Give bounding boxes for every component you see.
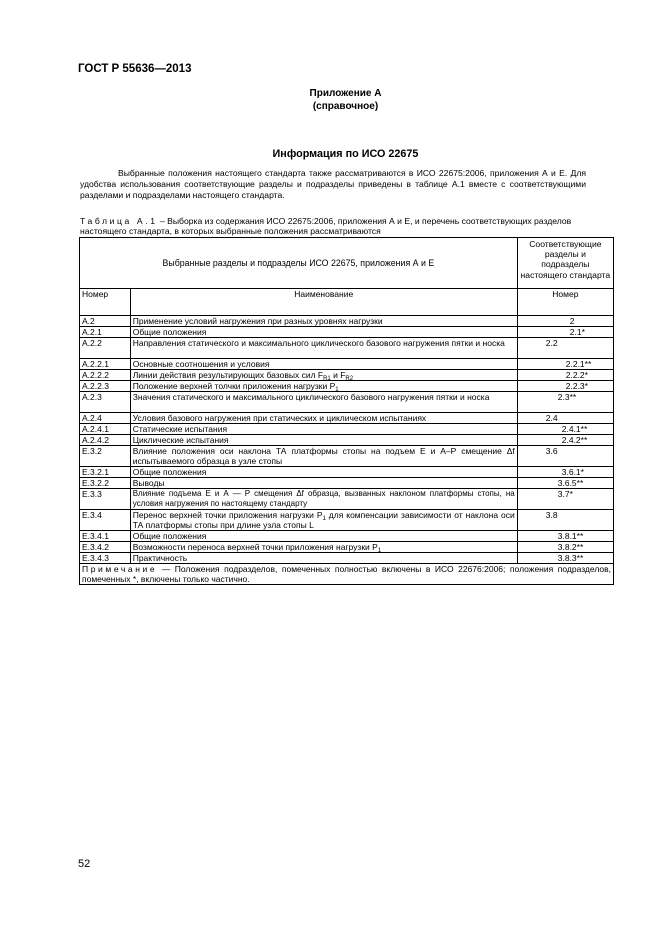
row-standard-ref: 2.4.2**: [517, 435, 613, 446]
row-standard-ref: 3.8.1**: [517, 531, 613, 542]
row-number: А.2.3: [80, 392, 131, 413]
table-row: [80, 542, 614, 553]
table-caption-label: Таблица А.1: [80, 216, 158, 226]
table-row: [80, 531, 614, 542]
document-header: ГОСТ Р 55636—2013: [78, 63, 192, 75]
section-title: Информация по ИСО 22675: [272, 148, 419, 160]
row-name: Значения статического и максимального циклического базового нагружения пятки и носка: [130, 392, 517, 413]
row-standard-ref: 3.6: [517, 446, 613, 467]
table-note: [80, 564, 614, 585]
row-standard-ref: 3.8: [517, 510, 613, 531]
table-row: [80, 446, 614, 467]
row-number: А.2.4.2: [80, 435, 131, 446]
table-row: [80, 424, 614, 435]
row-name: Статические испытания: [130, 424, 517, 435]
row-standard-ref: 3.8.2**: [517, 542, 613, 553]
table-row: [80, 553, 614, 564]
table-row: [80, 370, 614, 381]
row-standard-ref: 2.3**: [517, 392, 613, 413]
row-standard-ref: 2.2.3*: [517, 381, 613, 392]
row-name: Выводы: [130, 478, 517, 489]
row-number: Е.3.2.1: [80, 467, 131, 478]
row-name: Общие положения: [130, 531, 517, 542]
table-row: [80, 489, 614, 510]
header-standard-number: Номер: [517, 289, 613, 316]
row-name: Влияние подъема Е и А — Р смещения Δf образца, вызванных наклоном платформы стопы, на условия нагружения по настоящему стандарту: [130, 489, 517, 510]
row-standard-ref: 3.6.5**: [517, 478, 613, 489]
annex-title: Приложение А: [309, 88, 382, 99]
row-name: Применение условий нагружения при разных уровнях нагрузки: [130, 316, 517, 327]
row-standard-ref: 2.2: [517, 338, 613, 359]
row-name: Линии действия результирующих базовых сил $F_{R1}$ и $F_{R2}$: [130, 370, 517, 381]
table-row: [80, 467, 614, 478]
annex-heading: [0, 88, 661, 113]
table-caption-text: – Выборка из содержания ИСО 22675:2006, приложения А и Е, и перечень соответствующих разделов настоящего стандарта, в которых выбранные положения рассматриваются: [80, 216, 572, 237]
row-name: Общие положения: [130, 327, 517, 338]
row-standard-ref: 2: [517, 316, 613, 327]
row-number: А.2.2.1: [80, 359, 131, 370]
row-number: Е.3.4.3: [80, 553, 131, 564]
annex-subtitle: (справочное): [312, 100, 379, 112]
note-label: Примечание: [82, 564, 158, 574]
row-name: Направления статического и максимального циклического базового нагружения пятки и носка: [130, 338, 517, 359]
row-name: Циклические испытания: [130, 435, 517, 446]
row-standard-ref: 2.4.1**: [517, 424, 613, 435]
row-name: Общие положения: [130, 467, 517, 478]
row-number: А.2: [80, 316, 131, 327]
row-number: А.2.4: [80, 413, 131, 424]
row-name: Условия базового нагружения при статических и циклическом испытаниях: [130, 413, 517, 424]
table-row: [80, 435, 614, 446]
row-number: А.2.2: [80, 338, 131, 359]
table-row: [80, 392, 614, 413]
row-name: Практичность: [130, 553, 517, 564]
row-standard-ref: 3.8.3**: [517, 553, 613, 564]
row-name: Влияние положения оси наклона ТА платформы стопы на подъем Е и А–Р смещение Δf испытываемого образца в узле стопы: [130, 446, 517, 467]
row-standard-ref: 3.6.1*: [517, 467, 613, 478]
intro-paragraph: Выбранные положения настоящего стандарта также рассматриваются в ИСО 22675:2006, приложения А и Е. Для удобства использования соответствующие разделы и подразделы приведены в таблице А.1 вместе с соответствующими разделами и подразделами настоящего стандарта.: [80, 168, 586, 201]
table-row: [80, 316, 614, 327]
header-iso-sections: Выбранные разделы и подразделы ИСО 22675, приложения А и Е: [80, 238, 518, 289]
row-standard-ref: 2.2.2*: [517, 370, 613, 381]
row-number: Е.3.4.2: [80, 542, 131, 553]
header-number: Номер: [80, 289, 131, 316]
row-number: А.2.2.3: [80, 381, 131, 392]
row-standard-ref: 2.4: [517, 413, 613, 424]
row-number: А.2.1: [80, 327, 131, 338]
table-row: [80, 413, 614, 424]
row-number: Е.3.3: [80, 489, 131, 510]
row-name: Основные соотношения и условия: [130, 359, 517, 370]
row-standard-ref: 2.1*: [517, 327, 613, 338]
row-standard-ref: 2.2.1**: [517, 359, 613, 370]
table-row: [80, 510, 614, 531]
iso-correspondence-table: [79, 237, 614, 585]
table-row: [80, 381, 614, 392]
table-caption: [80, 216, 605, 237]
row-name: Возможности переноса верхней точки приложения нагрузки $P_1$: [130, 542, 517, 553]
row-number: Е.3.4.1: [80, 531, 131, 542]
header-name: Наименование: [130, 289, 517, 316]
table-row: [80, 359, 614, 370]
table-row: [80, 478, 614, 489]
row-name: Перенос верхней точки приложения нагрузки $P_1$ для компенсации зависимости от наклона оси ТА платформы стопы при длине узла стопы L: [130, 510, 517, 531]
row-number: Е.3.2: [80, 446, 131, 467]
row-name: Положение верхней толчки приложения нагрузки $P_1$: [130, 381, 517, 392]
row-number: Е.3.4: [80, 510, 131, 531]
row-number: А.2.4.1: [80, 424, 131, 435]
table-row: [80, 338, 614, 359]
page-number: 52: [78, 858, 91, 870]
row-number: А.2.2.2: [80, 370, 131, 381]
note-text: — Положения подразделов, помеченных полностью включены в ИСО 22676:2006; положения подразделов, помеченных *, включены только частично.: [82, 564, 611, 584]
row-number: Е.3.2.2: [80, 478, 131, 489]
row-standard-ref: 3.7*: [517, 489, 613, 510]
header-standard-sections: Соответствующие разделы и подразделы настоящего стандарта: [517, 238, 613, 289]
table-row: [80, 327, 614, 338]
